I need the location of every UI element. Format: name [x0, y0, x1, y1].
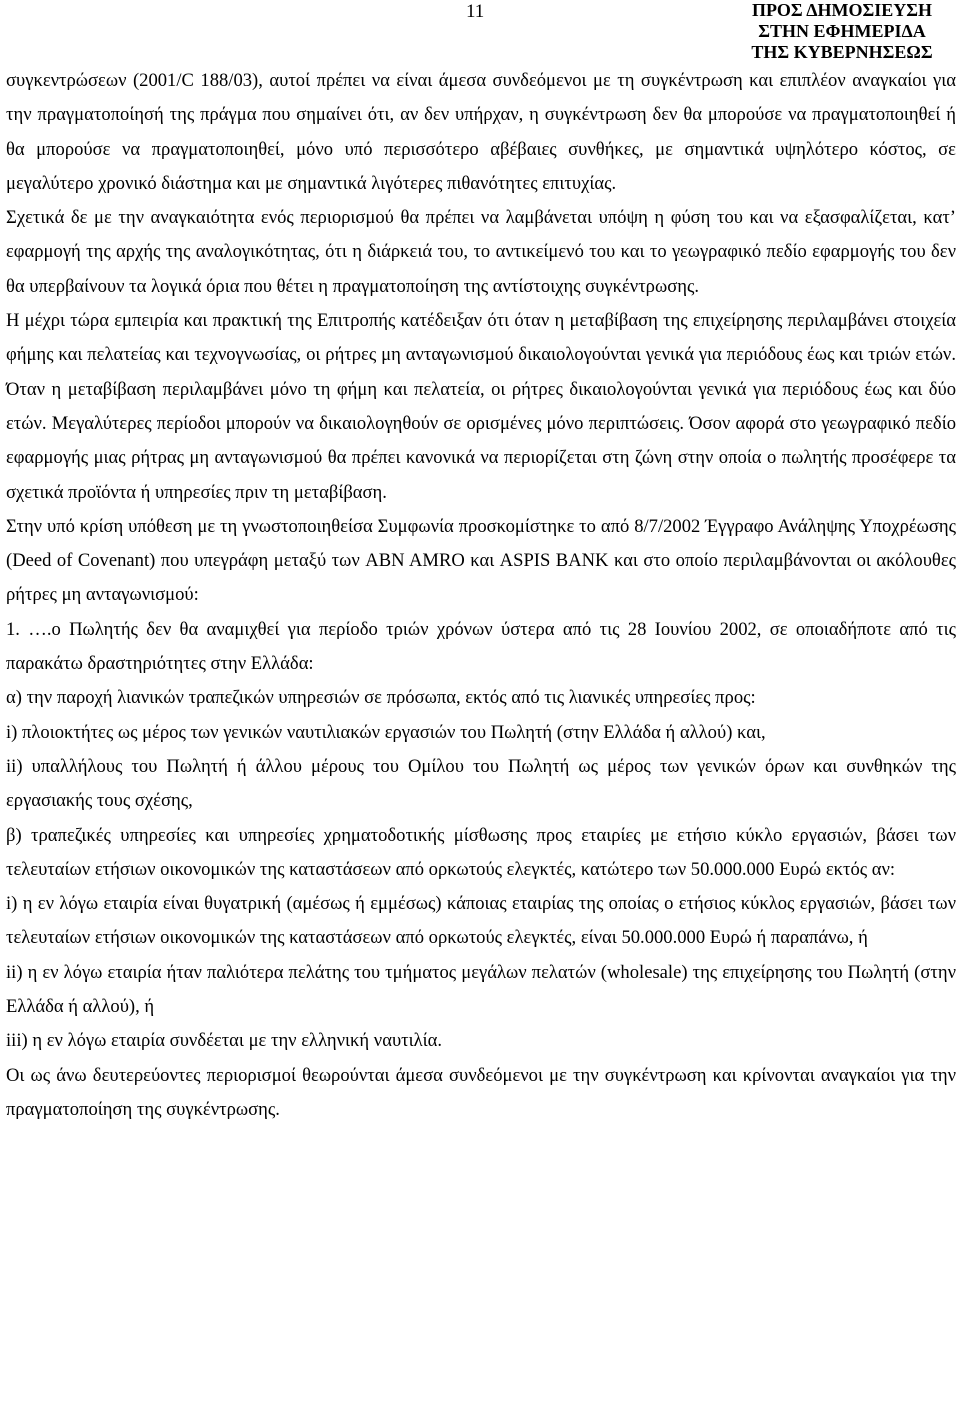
paragraph: Στην υπό κρίση υπόθεση με τη γνωστοποιηθείσα Συμφωνία προσκομίστηκε το από 8/7/2002 Έγγραφο Ανάληψης Υποχρέωσης (Deed of Covenant) που υπεγράφη μεταξύ των ABN AMRO και ASPIS BANK και στο οποίο περιλαμβάνονται οι ακόλουθες ρήτρες μη ανταγωνισμού:: [6, 515, 956, 606]
list-item: ii) υπαλλήλους του Πωλητή ή άλλου μέρους του Ομίλου του Πωλητή ως μέρος των γενικών όρων και συνθηκών της εργασιακής τους σχέσης,: [6, 755, 956, 812]
list-item: 1. ….ο Πωλητής δεν θα αναμιχθεί για περίοδο τριών χρόνων ύστερα από τις 28 Ιουνίου 2002, σε οποιαδήποτε από τις παρακάτω δραστηριότητες στην Ελλάδα:: [6, 618, 956, 675]
list-item: iii) η εν λόγω εταιρία συνδέεται με την ελληνική ναυτιλία.: [6, 1030, 443, 1052]
publication-note-line: ΤΗΣ ΚΥΒΕΡΝΗΣΕΩΣ: [751, 42, 933, 62]
publication-note-line: ΠΡΟΣ ΔΗΜΟΣΙΕΥΣΗ: [751, 0, 933, 20]
paragraph: Σχετικά δε με την αναγκαιότητα ενός περιορισμού θα πρέπει να λαμβάνεται υπόψη η φύση του και να εξασφαλίζεται, κατ’ εφαρμογή της αρχής της αναλογικότητας, ότι η διάρκειά του, το αντικείμενό του και το γεωγραφικό πεδίο εφαρμογής του δεν θα υπερβαίνουν τα λογικά όρια που θέτει η πραγματοποίηση της αντίστοιχης συγκέντρωσης.: [6, 207, 956, 297]
list-item: i) η εν λόγω εταιρία είναι θυγατρική (αμέσως ή εμμέσως) κάποιας εταιρίας της οποίας ο ετήσιος κύκλος εργασιών, βάσει των τελευταίων ετήσιων οικονομικών της καταστάσεων από ορκωτούς ελεγκτές, είναι 50.000.000 Ευρώ ή παραπάνω, ή: [6, 893, 956, 949]
page-number: 11: [466, 1, 485, 22]
page-header: [0, 0, 960, 66]
list-item: β) τραπεζικές υπηρεσίες και υπηρεσίες χρηματοδοτικής μίσθωσης προς εταιρίες με ετήσιο κύκλο εργασιών, βάσει των τελευταίων ετήσιων οικονομικών της καταστάσεων από ορκωτούς ελεγκτές, κατώτερο των 50.000.000 Ευρώ εκτός αν:: [6, 824, 956, 880]
publication-note: [732, 0, 952, 63]
publication-note-line: ΣΤΗΝ ΕΦΗΜΕΡΙΔΑ: [758, 21, 926, 41]
list-item: α) την παροχή λιανικών τραπεζικών υπηρεσιών σε πρόσωπα, εκτός από τις λιανικές υπηρεσίες προς:: [6, 687, 756, 709]
paragraph: συγκεντρώσεων (2001/C 188/03), αυτοί πρέπει να είναι άμεσα συνδεόμενοι με τη συγκέντρωση και επιπλέον αναγκαίοι για την πραγματοποίησή της πράγμα που σημαίνει ότι, αν δεν υπήρχαν, η συγκέντρωση δεν θα μπορούσε να πραγματοποιηθεί ή θα μπορούσε να πραγματοποιηθεί, μόνο υπό περισσότερο αβέβαιες συνθήκες, με σημαντικά υψηλότερο κόστος, σε μεγαλύτερο χρονικό διάστημα και με σημαντικά λιγότερες πιθανότητες επιτυχίας.: [6, 70, 956, 194]
list-item: ii) η εν λόγω εταιρία ήταν παλιότερα πελάτης του τμήματος μεγάλων πελατών (wholesale) της επιχείρησης του Πωλητή (στην Ελλάδα ή αλλού), ή: [6, 961, 956, 1018]
paragraph: Οι ως άνω δευτερεύοντες περιορισμοί θεωρούνται άμεσα συνδεόμενοι με την συγκέντρωση και κρίνονται αναγκαίοι για την πραγματοποίηση της συγκέντρωσης.: [6, 1064, 956, 1120]
paragraph: Η μέχρι τώρα εμπειρία και πρακτική της Επιτροπής κατέδειξαν ότι όταν η μεταβίβαση της επιχείρησης περιλαμβάνει στοιχεία φήμης και πελατείας και τεχνογνωσίας, οι ρήτρες μη ανταγωνισμού δικαιολογούνται γενικά για περιόδους έως και τριών ετών. Όταν η μεταβίβαση περιλαμβάνει μόνο τη φήμη και πελατεία, οι ρήτρες δικαιολογούνται γενικά για περιόδους έως και δύο ετών. Μεγαλύτερες περίοδοι μπορούν να δικαιολογηθούν σε ορισμένες μόνο περιπτώσεις. Όσον αφορά στο γεωγραφικό πεδίο εφαρμογής μιας ρήτρας μη ανταγωνισμού θα πρέπει κανονικά να περιορίζεται στη ζώνη στην οποία ο πωλητής προσέφερε τα σχετικά προϊόντα ή υπηρεσίες πριν τη μεταβίβαση.: [6, 310, 956, 503]
document-body: [6, 64, 956, 1127]
list-item: i) πλοιοκτήτες ως μέρος των γενικών ναυτιλιακών εργασιών του Πωλητή (στην Ελλάδα ή αλλού) και,: [6, 721, 766, 743]
